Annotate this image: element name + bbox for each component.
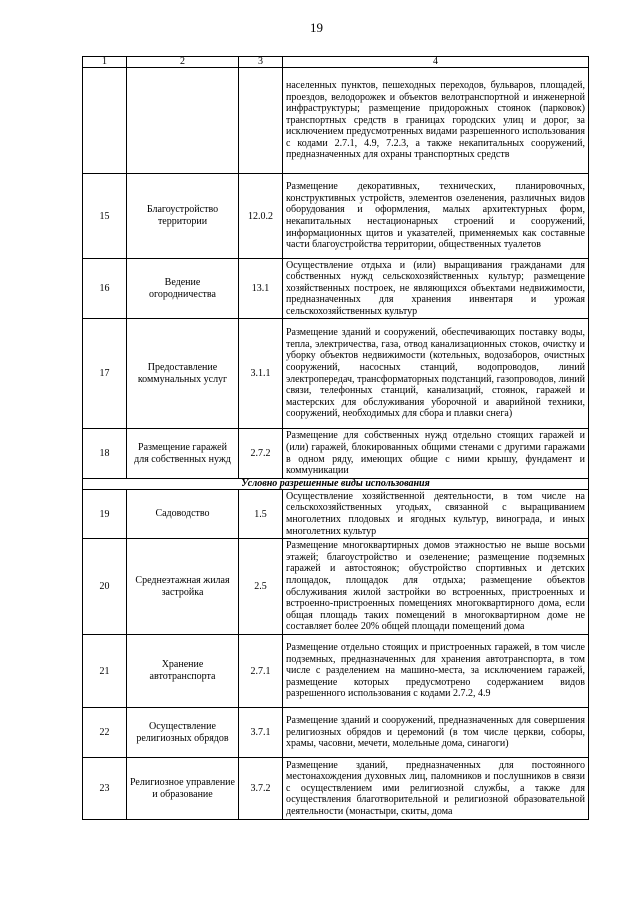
table-row [83, 490, 589, 539]
section-title: Условно разрешенные виды использования [83, 479, 589, 490]
row-description: Размещение зданий и сооружений, предназначенных для совершения религиозных обрядов и церемоний (в том числе церкви, соборы, храмы, часовни, мечети, молельные дома, синагоги) [283, 708, 589, 758]
table-row [83, 259, 589, 319]
row-number: 16 [83, 259, 127, 319]
row-name: Осуществление религиозных обрядов [127, 708, 239, 758]
table-row [83, 708, 589, 758]
row-description: населенных пунктов, пешеходных переходов, бульваров, площадей, проездов, велодорожек и объектов велотранспортной и инженерной инфраструктуры; размещение придорожных стоянок (парковок) транспортных средств в границах городских улиц и дорог, за исключением предусмотренных видами разрешенного использования с кодами 2.7.1, 4.9, 7.2.3, а также некапитальных сооружений, предназначенных для охраны транспортных средств [283, 68, 589, 174]
row-number: 15 [83, 174, 127, 259]
header-col-3: 3 [239, 57, 283, 68]
table-row [83, 635, 589, 708]
table-row [83, 539, 589, 635]
table-row [83, 319, 589, 429]
row-code: 13.1 [239, 259, 283, 319]
table-row [83, 758, 589, 820]
table-row [83, 68, 589, 174]
row-number: 23 [83, 758, 127, 820]
row-code: 2.7.1 [239, 635, 283, 708]
table-row [83, 429, 589, 479]
header-col-4: 4 [283, 57, 589, 68]
row-name: Размещение гаражей для собственных нужд [127, 429, 239, 479]
row-number: 19 [83, 490, 127, 539]
row-code: 2.7.2 [239, 429, 283, 479]
row-name: Предоставление коммунальных услуг [127, 319, 239, 429]
page-number: 19 [310, 20, 323, 35]
row-number: 21 [83, 635, 127, 708]
row-name: Ведение огородничества [127, 259, 239, 319]
row-name: Хранение автотранспорта [127, 635, 239, 708]
row-code: 3.7.1 [239, 708, 283, 758]
row-code: 3.1.1 [239, 319, 283, 429]
row-description: Размещение многоквартирных домов этажностью не выше восьми этажей; благоустройство и озеленение; размещение подземных гаражей и автостоянок; обустройство спортивных и детских площадок, площадок для отдыха; размещение объектов обслуживания жилой застройки во встроенных, пристроенных и встроенно-пристроенных помещениях многоквартирного дома, если общая площадь таких помещений в многоквартирном доме не составляет более 20% общей площади помещений дома [283, 539, 589, 635]
row-description: Размещение для собственных нужд отдельно стоящих гаражей и (или) гаражей, блокированных общими стенами с другими гаражами в одном ряду, имеющих общие с ними крышу, фундамент и коммуникации [283, 429, 589, 479]
header-col-1: 1 [83, 57, 127, 68]
row-number: 22 [83, 708, 127, 758]
row-code: 2.5 [239, 539, 283, 635]
land-use-table [82, 56, 589, 820]
header-row [83, 57, 589, 68]
row-number: 20 [83, 539, 127, 635]
row-description: Размещение отдельно стоящих и пристроенных гаражей, в том числе подземных, предназначенных для хранения автотранспорта, в том числе с разделением на машино-места, за исключением гаражей, размещение которых предусмотрено содержанием видов разрешенного использования с кодами 2.7.2, 4.9 [283, 635, 589, 708]
row-description: Осуществление отдыха и (или) выращивания гражданами для собственных нужд сельскохозяйственных культур; размещение хозяйственных построек, не являющихся объектами недвижимости, предназначенных для хранения инвентаря и урожая сельскохозяйственных культур [283, 259, 589, 319]
row-name: Среднеэтажная жилая застройка [127, 539, 239, 635]
row-description: Размещение зданий и сооружений, обеспечивающих поставку воды, тепла, электричества, газа, отвод канализационных стоков, очистку и уборку объектов недвижимости (котельных, водозаборов, очистных сооружений, насосных станций, водопроводов, линий электропередач, трансформаторных подстанций, газопроводов, линий связи, телефонных станций, канализаций, стоянок, гаражей и мастерских для обслуживания уборочной и аварийной техники, сооружений, необходимых для сбора и плавки снега) [283, 319, 589, 429]
row-number: 18 [83, 429, 127, 479]
row-description: Размещение зданий, предназначенных для постоянного местонахождения духовных лиц, паломников и послушников в связи с осуществлением ими религиозной службы, а также для осуществления благотворительной и религиозной образовательной деятельности (монастыри, скиты, дома [283, 758, 589, 820]
row-code: 12.0.2 [239, 174, 283, 259]
row-name: Благоустройство территории [127, 174, 239, 259]
header-col-2: 2 [127, 57, 239, 68]
section-row [83, 479, 589, 490]
row-code: 1.5 [239, 490, 283, 539]
row-description: Осуществление хозяйственной деятельности, в том числе на сельскохозяйственных угодьях, связанной с выращиванием многолетних плодовых и ягодных культур, винограда, и иных многолетних культур [283, 490, 589, 539]
table-row [83, 174, 589, 259]
row-number: 17 [83, 319, 127, 429]
row-name: Религиозное управление и образование [127, 758, 239, 820]
row-code: 3.7.2 [239, 758, 283, 820]
row-name: Садоводство [127, 490, 239, 539]
row-description: Размещение декоративных, технических, планировочных, конструктивных устройств, элементов озеленения, различных видов оборудования и оформления, малых архитектурных форм, некапитальных нестационарных строений и сооружений, информационных щитов и указателей, применяемых как составные части благоустройства территории, общественных туалетов [283, 174, 589, 259]
